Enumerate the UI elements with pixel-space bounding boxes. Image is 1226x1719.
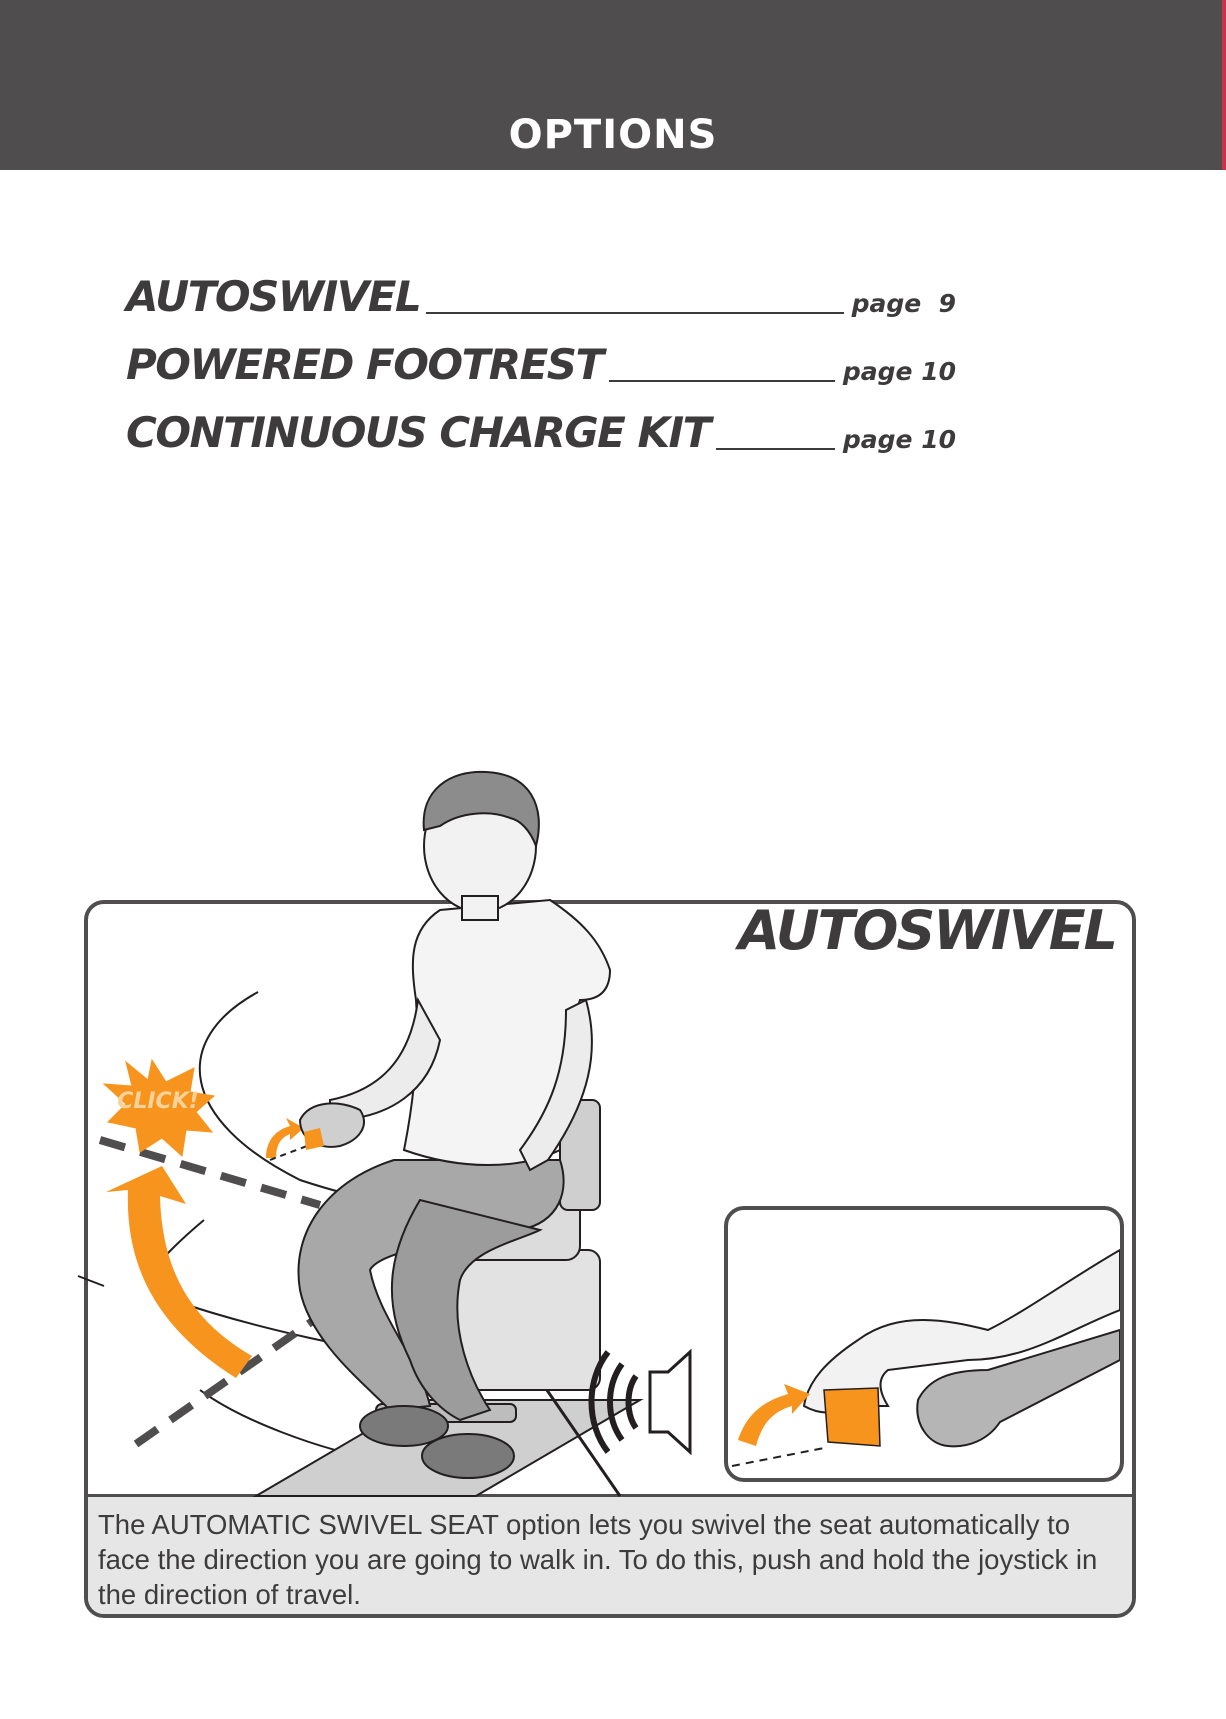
person-neck	[462, 896, 498, 920]
person-shoe-right	[422, 1434, 514, 1478]
small-arrow-icon	[266, 1118, 304, 1158]
toc-page-number: page 10	[842, 357, 956, 386]
click-burst-label: CLICK!	[117, 1089, 199, 1114]
inset-dash	[732, 1448, 824, 1466]
curved-arrow-icon	[106, 1166, 252, 1378]
toc-label: CONTINUOUS CHARGE KIT	[126, 408, 710, 457]
panel-title: AUTOSWIVEL	[728, 904, 1116, 958]
header-title: OPTIONS	[508, 112, 718, 158]
joystick-hand-illustration	[728, 1210, 1120, 1478]
toc-label: AUTOSWIVEL	[126, 272, 421, 321]
inset-arrow-icon	[738, 1384, 810, 1446]
toc-page-number: page 9	[851, 289, 956, 318]
caption-text: The AUTOMATIC SWIVEL SEAT option lets you swivel the seat automatically to face the direction you are going to walk in. To do this, push and hold the joystick in the direction of travel.	[98, 1509, 1098, 1610]
toc-page-number: page 10	[842, 425, 956, 454]
joystick-knob	[824, 1388, 880, 1446]
leader-line	[78, 1276, 104, 1286]
joystick-inset	[724, 1206, 1124, 1482]
toc-label: POWERED FOOTREST	[126, 340, 603, 389]
